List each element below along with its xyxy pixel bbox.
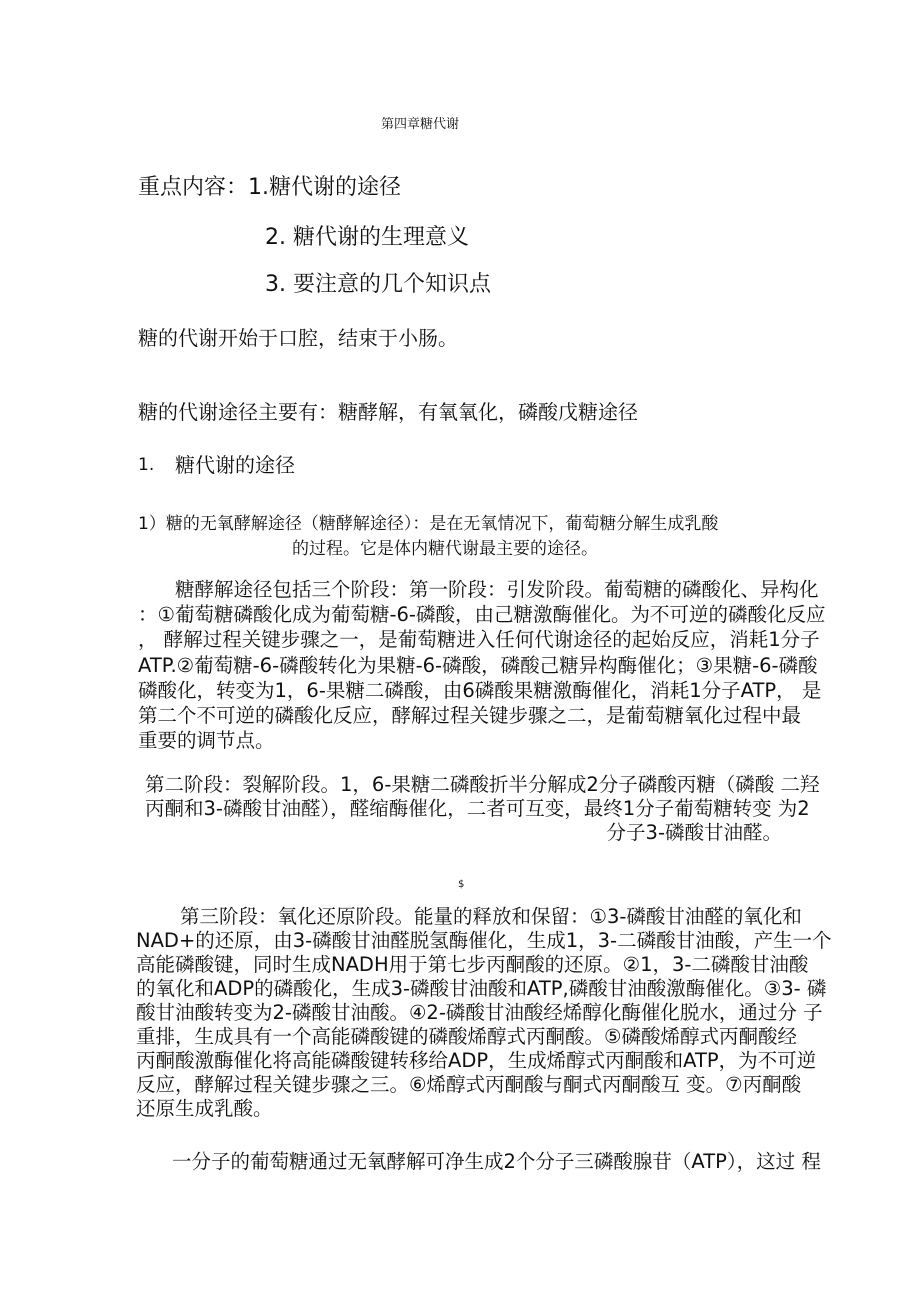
paragraph-line: NAD+的还原，由3-磷酸甘油醛脱氢酶催化，生成1，3-二磷酸甘油酸，产生一个 [136,929,832,952]
key-point-2: 2. 糖代谢的生理意义 [265,225,469,250]
key-points-heading: 重点内容：1.糖代谢的途径 [138,175,401,200]
paragraph-line: 的氧化和ADP的磷酸化，生成3-磷酸甘油酸和ATP,磷酸甘油酸激酶催化。③3- 磷 [136,977,827,1000]
paragraph-line: 高能磷酸键，同时生成NADH用于第七步丙酮酸的还原。②1，3-二磷酸甘油酸 [136,953,809,976]
paragraph-line: ， 酵解过程关键步骤之一，是葡萄糖进入任何代谢途径的起始反应，消耗1分子 [138,628,820,651]
document-title: 第四章糖代谢 [380,117,459,132]
paragraph-line: 酸甘油酸转变为2-磷酸甘油酸。④2-磷酸甘油酸经烯醇化酶催化脱水，通过分 子 [136,1001,823,1024]
subsection-line-2: 的过程。它是体内糖代谢最主要的途径。 [292,539,598,559]
paragraph-line: 分子3-磷酸甘油醛。 [606,821,782,844]
summary-text: 一分子的葡萄糖通过无氧酵解可净生成2个分子三磷酸腺苷（ATP），这过 程 [172,1150,821,1173]
paragraph-line: 反应，酵解过程关键步骤之三。⑥烯醇式丙酮酸与酮式丙酮酸互 变。⑦丙酮酸 [136,1073,802,1096]
paragraph-line: 第二阶段：裂解阶段。1，6-果糖二磷酸折半分解成2分子磷酸丙糖（磷酸 二羟 [145,773,820,796]
paragraph-line: 丙酮和3-磷酸甘油醛），醛缩酶催化，二者可互变，最终1分子葡萄糖转变 为2 [145,797,810,820]
paragraph-line: 丙酮酸激酶催化将高能磷酸键转移给ADP，生成烯醇式丙酮酸和ATP，为不可逆 [136,1049,817,1072]
paragraph-line: 磷酸化，转变为1，6-果糖二磷酸，由6磷酸果糖激酶催化，消耗1分子ATP， 是 [138,679,822,702]
subsection-line-1: 1）糖的无氧酵解途径（糖酵解途径）：是在无氧情况下，葡萄糖分解生成乳酸 [138,514,719,534]
page-mark: $ [458,879,465,890]
pathways-text: 糖的代谢途径主要有：糖酵解，有氧氧化，磷酸戊糖途径 [138,400,638,424]
paragraph-line: 重要的调节点。 [138,729,275,752]
paragraph-line: 还原生成乳酸。 [136,1097,273,1120]
paragraph-line: 重排，生成具有一个高能磷酸键的磷酸烯醇式丙酮酸。⑤磷酸烯醇式丙酮酸经 [136,1025,797,1048]
paragraph-line: 第三阶段：氧化还原阶段。能量的释放和保留：①3-磷酸甘油醛的氧化和 [180,905,802,928]
paragraph-line: 糖酵解途径包括三个阶段：第一阶段：引发阶段。葡萄糖的磷酸化、异构化 [175,578,819,601]
section-number: 1. [138,455,155,475]
intro-text: 糖的代谢开始于口腔，结束于小肠。 [138,326,458,350]
paragraph-line: 第二个不可逆的磷酸化反应，酵解过程关键步骤之二，是葡萄糖氧化过程中最 [138,704,802,727]
key-point-3: 3. 要注意的几个知识点 [265,272,491,297]
section-title: 糖代谢的途径 [175,453,295,477]
paragraph-line: ：①葡萄糖磷酸化成为葡萄糖-6-磷酸，由己糖激酶催化。为不可逆的磷酸化反应 [138,603,826,626]
paragraph-line: ATP.②葡萄糖-6-磷酸转化为果糖-6-磷酸，磷酸己糖异构酶催化；③果糖-6-磷酸 [138,654,818,677]
